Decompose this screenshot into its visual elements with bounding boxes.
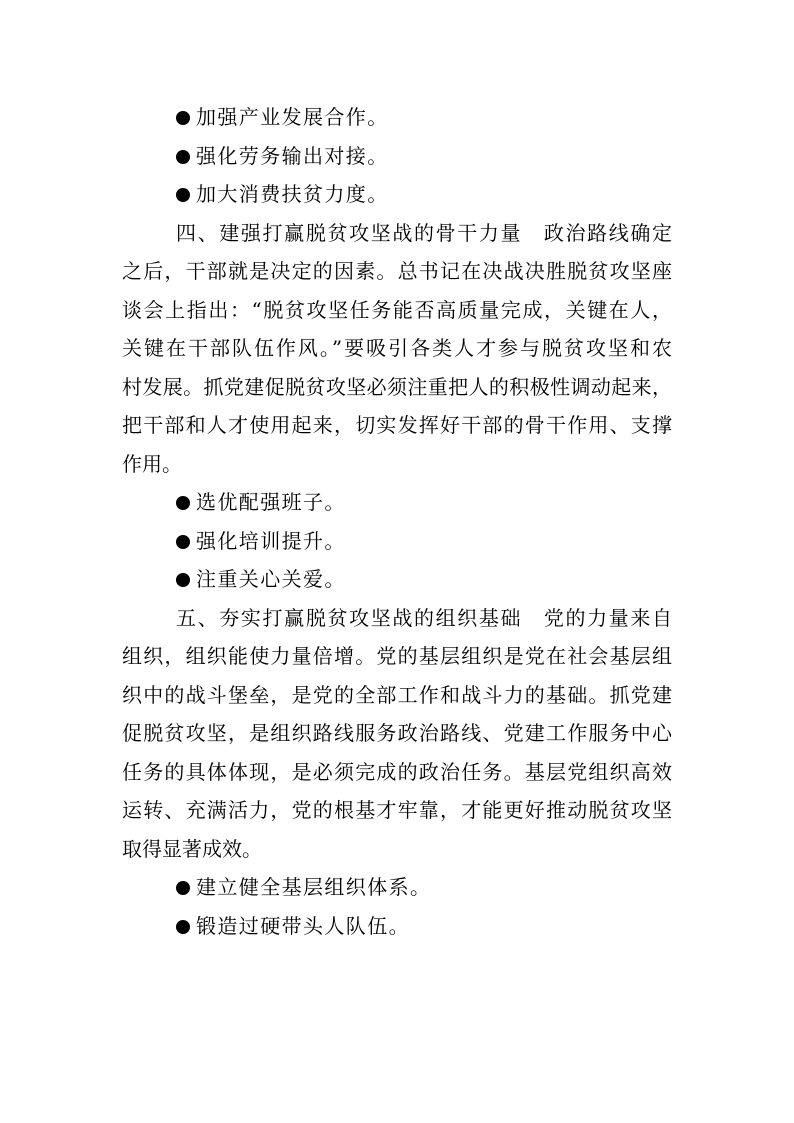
bullet-text: 建立健全基层组织体系。 [196,875,432,899]
bullet-item [122,137,672,176]
bullet-item [122,907,672,946]
paragraph-line: 谈会上指出：“脱贫攻坚任务能否高质量完成，关键在人， [122,297,672,322]
bullet-item [122,175,672,214]
paragraph-line: 取得显著成效。 [122,836,262,861]
paragraph-line: 运转、充满活力，党的根基才牢靠，才能更好推动脱贫攻坚 [122,798,672,822]
bullet-text: 强化劳务输出对接。 [196,143,389,168]
bullet-item [122,522,672,561]
section-four-paragraph [122,214,672,484]
bullet-item [122,560,672,599]
paragraph-line: 之后，干部就是决定的因素。总书记在决战决胜脱贫攻坚座 [122,259,672,283]
bullet-text: 加强产业发展合作。 [196,105,389,129]
paragraph-line: 任务的具体体现，是必须完成的政治任务。基层党组织高效 [122,759,672,784]
paragraph-line: 五、夯实打赢脱贫攻坚战的组织基础 党的力量来自 [176,605,672,630]
bullet-text: 加大消费扶贫力度。 [196,182,389,206]
paragraph-line: 关键在干部队伍作风。”要吸引各类人才参与脱贫攻坚和农 [122,336,672,360]
section-five-paragraph [122,599,672,869]
bullet-dot-icon [176,188,190,202]
bullet-item [122,483,672,522]
bullet-text: 强化培训提升。 [196,528,346,553]
bullet-item [122,98,672,137]
bullet-dot-icon [176,496,190,510]
paragraph-line: 四、建强打赢脱贫攻坚战的骨干力量 政治路线确定 [176,220,672,245]
paragraph-line: 作用。 [122,451,182,476]
bullet-item [122,868,672,907]
paragraph-line: 把干部和人才使用起来，切实发挥好干部的骨干作用、支撑 [122,413,672,437]
paragraph-line: 组织，组织能使力量倍增。党的基层组织是党在社会基层组 [122,644,672,668]
bullet-dot-icon [176,535,190,549]
bullet-text: 注重关心关爱。 [196,567,346,591]
bullet-dot-icon [176,881,190,895]
paragraph-line: 织中的战斗堡垒，是党的全部工作和战斗力的基础。抓党建 [122,682,672,707]
bullet-dot-icon [176,111,190,125]
bullet-text: 选优配强班子。 [196,490,346,514]
document-page [122,98,672,945]
paragraph-line: 村发展。抓党建促脱贫攻坚必须注重把人的积极性调动起来， [122,374,672,399]
bullet-text: 锻造过硬带头人队伍。 [196,913,410,938]
bullet-dot-icon [176,150,190,164]
bullet-dot-icon [176,920,190,934]
bullet-dot-icon [176,573,190,587]
paragraph-line: 促脱贫攻坚，是组织路线服务政治路线、党建工作服务中心 [122,721,672,745]
